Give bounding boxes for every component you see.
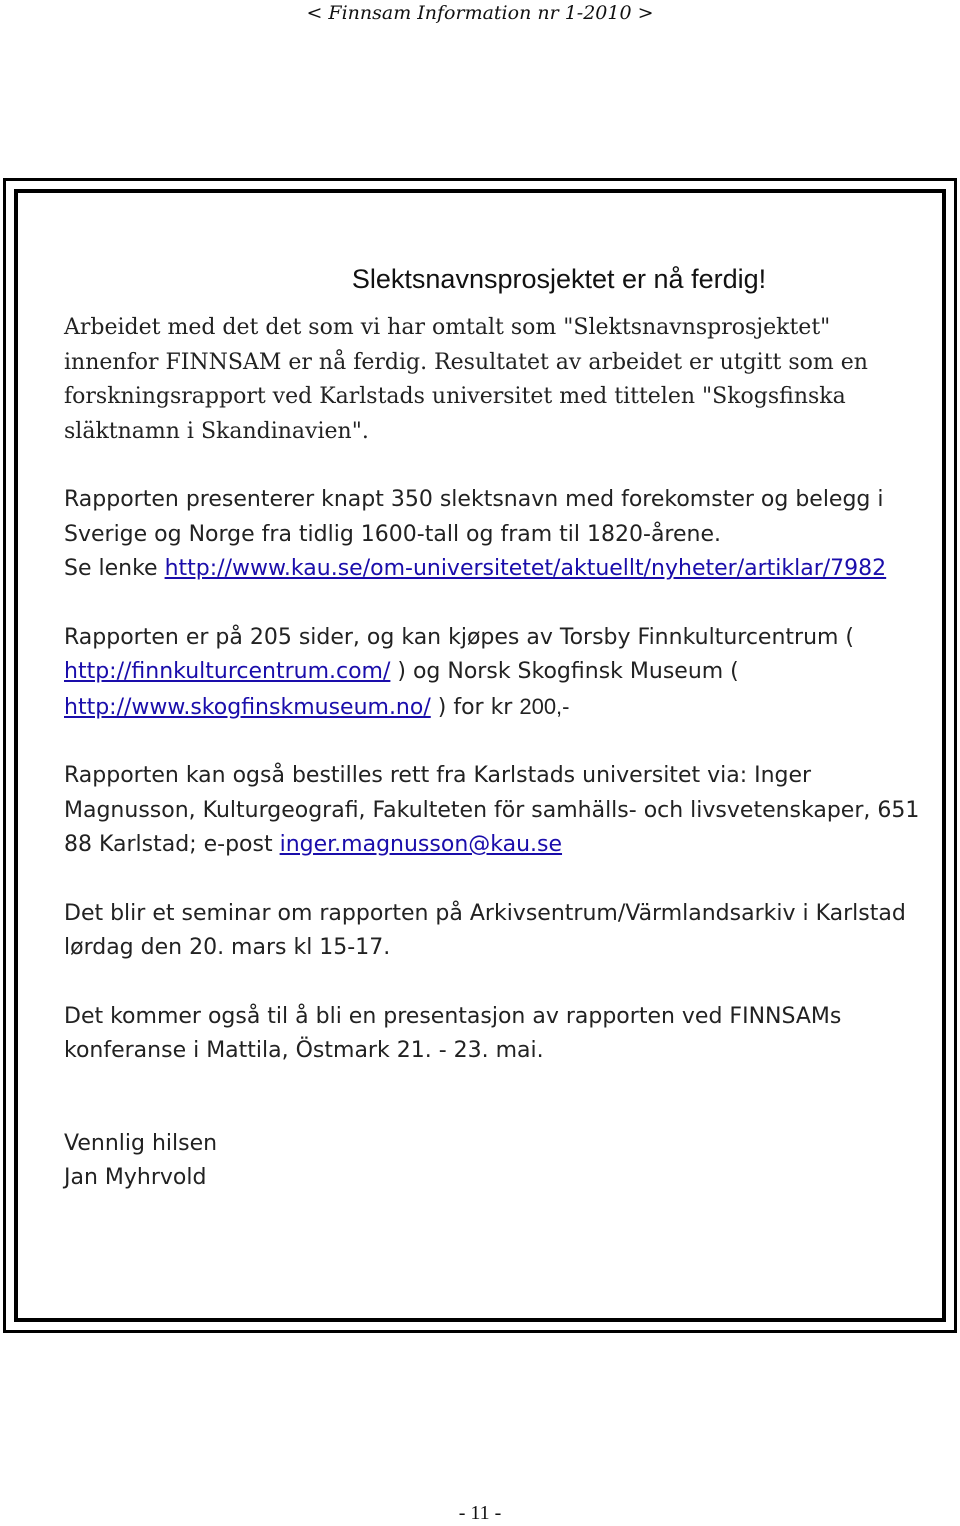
article-body (64, 261, 924, 1196)
purchase-text-2: ) og Norsk Skogfinsk Museum ( (390, 659, 739, 684)
report-link-paragraph (64, 552, 924, 587)
intro-paragraph: Arbeidet med det det som vi har omtalt som "Slektsnavnsprosjektet" innenfor FINNSAM er nå ferdig. Resultatet av arbeidet er utgitt som en forskningsrapport ved Karlstads universitet med tittelen "Skogsfinska släktnamn i Skandinavien". (64, 315, 868, 444)
purchase-text-3: ) for kr (430, 694, 520, 720)
page-number: - 11 - (458, 1502, 502, 1524)
report-summary-paragraph: Rapporten presenterer knapt 350 slektsnavn med forekomster og belegg i Sverige og Norge fra tidlig 1600-tall og fram til 1820-årene. (64, 487, 884, 547)
signature: Jan Myhrvold (64, 1165, 207, 1190)
price: 200,- (519, 693, 570, 719)
purchase-paragraph (64, 621, 924, 726)
kau-article-link[interactable]: http://www.kau.se/om-universitetet/aktuellt/nyheter/artiklar/7982 (164, 556, 887, 581)
order-text: Rapporten kan også bestilles rett fra Karlstads universitet via: Inger Magnusson, Kulturgeografi, Fakulteten för samhälls- och livsvetenskaper, 651 88 Karlstad; e-post (64, 763, 920, 857)
email-link[interactable]: inger.magnusson@kau.se (279, 832, 563, 857)
order-paragraph (64, 759, 924, 863)
link-prefix: Se lenke (64, 556, 165, 581)
closing-text: Vennlig hilsen (64, 1130, 218, 1156)
purchase-text-1: Rapporten er på 205 sider, og kan kjøpes av Torsby Finnkulturcentrum ( (64, 624, 855, 650)
finnkulturcentrum-link[interactable]: http://finnkulturcentrum.com/ (64, 659, 391, 684)
running-header: < Finnsam Information nr 1-2010 > (306, 2, 654, 24)
article-title: Slektsnavnsprosjektet er nå ferdig! (351, 264, 767, 294)
article-frame-inner (14, 189, 946, 1322)
skogfinskmuseum-link[interactable]: http://www.skogfinskmuseum.no/ (64, 694, 431, 720)
conference-paragraph: Det kommer også til å bli en presentasjon av rapporten ved FINNSAMs konferanse i Mattila, Östmark 21. - 23. mai. (64, 1003, 842, 1063)
article-frame-outer (3, 178, 957, 1333)
seminar-paragraph: Det blir et seminar om rapporten på Arkivsentrum/Värmlandsarkiv i Karlstad lørdag den 20. mars kl 15-17. (64, 900, 906, 960)
